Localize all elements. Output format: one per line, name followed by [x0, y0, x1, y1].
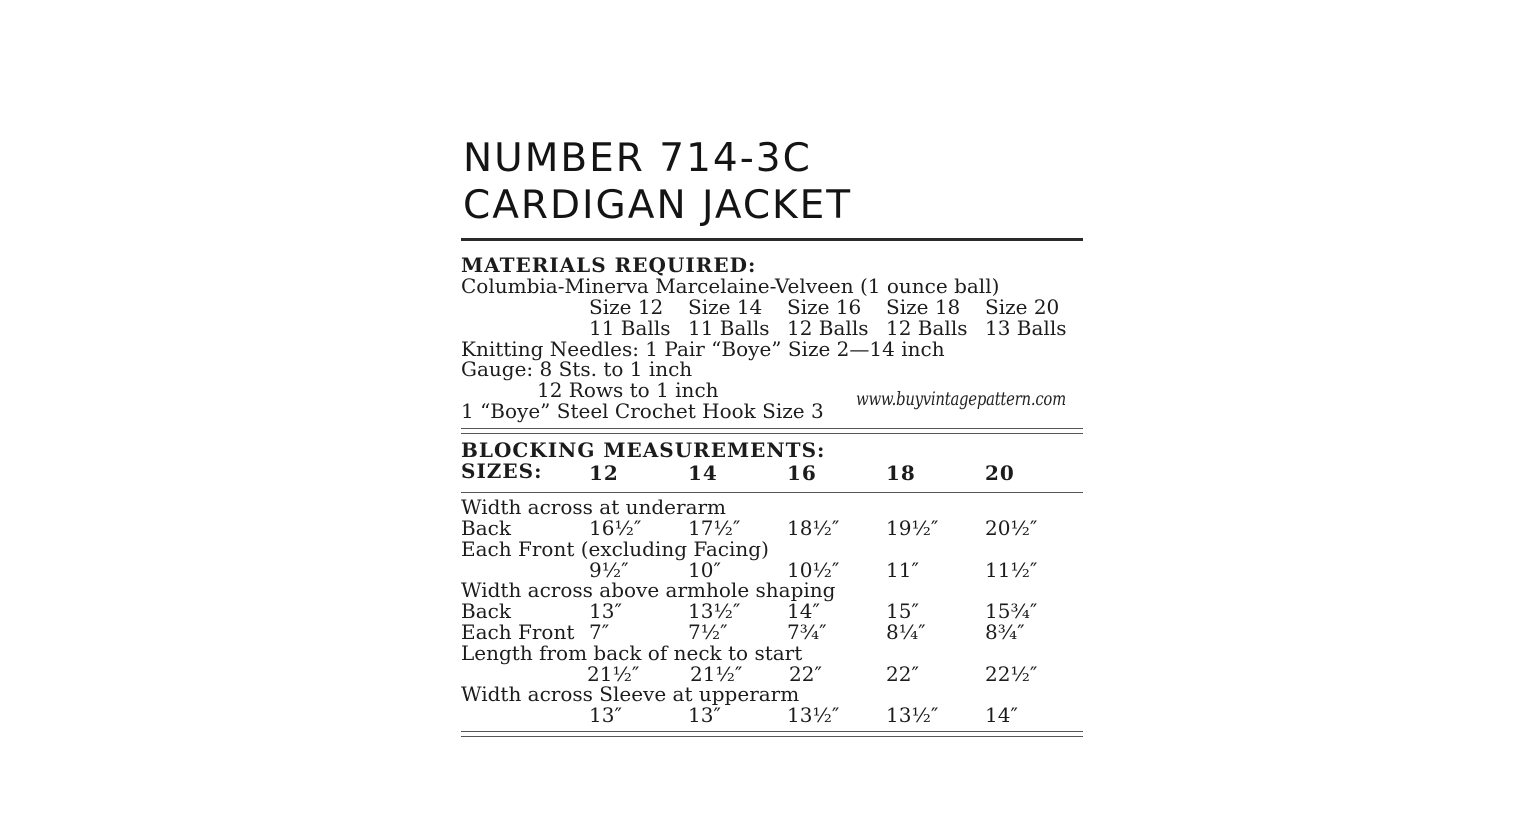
measurement-section-label: Width across Sleeve at upperarm	[461, 682, 800, 706]
measurement-cell: 7¾″	[787, 620, 827, 644]
measurement-cell: 21½″	[587, 662, 640, 686]
measurement-cell: 14″	[985, 703, 1018, 727]
size-label: Size 12	[589, 295, 664, 319]
bottom-rule	[461, 731, 1083, 732]
measurement-cell: 21½″	[690, 662, 743, 686]
materials-heading: MATERIALS REQUIRED:	[461, 253, 757, 277]
measurement-cell: 7½″	[688, 620, 728, 644]
measurement-cell: 13″	[589, 599, 622, 623]
gauge-stitches: Gauge: 8 Sts. to 1 inch	[461, 357, 693, 381]
measurement-cell: 22″	[789, 662, 822, 686]
size-column-header: 14	[688, 461, 718, 485]
yarn-line: Columbia-Minerva Marcelaine-Velveen (1 ounce ball)	[461, 274, 1000, 298]
sizes-label: SIZES:	[461, 459, 543, 483]
size-label: Size 14	[688, 295, 763, 319]
measurement-cell: 11″	[886, 558, 919, 582]
measurement-cell: 22″	[886, 662, 919, 686]
crochet-hook-line: 1 “Boye” Steel Crochet Hook Size 3	[461, 399, 824, 423]
measurement-cell: 10″	[688, 558, 721, 582]
section-rule	[461, 433, 1083, 434]
measurement-cell: 13½″	[886, 703, 939, 727]
measurement-cell: 19½″	[886, 516, 939, 540]
bottom-rule	[461, 736, 1083, 737]
row-label: Back	[461, 599, 511, 623]
measurement-cell: 13½″	[688, 599, 741, 623]
needles-line: Knitting Needles: 1 Pair “Boye” Size 2—14 inch	[461, 337, 945, 361]
balls-amount: 13 Balls	[985, 316, 1067, 340]
measurement-cell: 17½″	[688, 516, 741, 540]
row-label: Back	[461, 516, 511, 540]
size-label: Size 16	[787, 295, 862, 319]
measurement-cell: 10½″	[787, 558, 840, 582]
measurement-cell: 7″	[589, 620, 610, 644]
measurement-cell: 13½″	[787, 703, 840, 727]
size-column-header: 16	[787, 461, 817, 485]
measurement-cell: 13″	[688, 703, 721, 727]
measurement-cell: 11½″	[985, 558, 1038, 582]
measurement-cell: 14″	[787, 599, 820, 623]
measurement-cell: 8¾″	[985, 620, 1025, 644]
balls-amount: 12 Balls	[787, 316, 869, 340]
section-rule	[461, 428, 1083, 429]
measurement-cell: 15″	[886, 599, 919, 623]
size-label: Size 18	[886, 295, 961, 319]
gauge-rows: 12 Rows to 1 inch	[537, 378, 719, 402]
title-rule	[461, 238, 1083, 241]
pattern-name-title: CARDIGAN JACKET	[463, 183, 853, 228]
balls-amount: 11 Balls	[589, 316, 671, 340]
table-header-rule	[461, 492, 1083, 493]
measurement-cell: 20½″	[985, 516, 1038, 540]
blocking-heading: BLOCKING MEASUREMENTS:	[461, 438, 826, 462]
measurement-cell: 18½″	[787, 516, 840, 540]
size-column-header: 18	[886, 461, 916, 485]
website-watermark: www.buyvintagepattern.com	[856, 388, 1066, 410]
measurement-section-label: Width across at underarm	[461, 495, 727, 519]
row-label: Each Front	[461, 620, 575, 644]
balls-amount: 11 Balls	[688, 316, 770, 340]
size-column-header: 20	[985, 461, 1015, 485]
pattern-number-title: NUMBER 714-3C	[463, 136, 812, 181]
measurement-section-label: Length from back of neck to start	[461, 641, 803, 665]
measurement-section-label: Each Front (excluding Facing)	[461, 537, 769, 561]
size-column-header: 12	[589, 461, 619, 485]
size-label: Size 20	[985, 295, 1060, 319]
measurement-section-label: Width across above armhole shaping	[461, 578, 836, 602]
measurement-cell: 15¾″	[985, 599, 1038, 623]
measurement-cell: 22½″	[985, 662, 1038, 686]
measurement-cell: 8¼″	[886, 620, 926, 644]
measurement-cell: 13″	[589, 703, 622, 727]
measurement-cell: 9½″	[589, 558, 629, 582]
measurement-cell: 16½″	[589, 516, 642, 540]
balls-amount: 12 Balls	[886, 316, 968, 340]
